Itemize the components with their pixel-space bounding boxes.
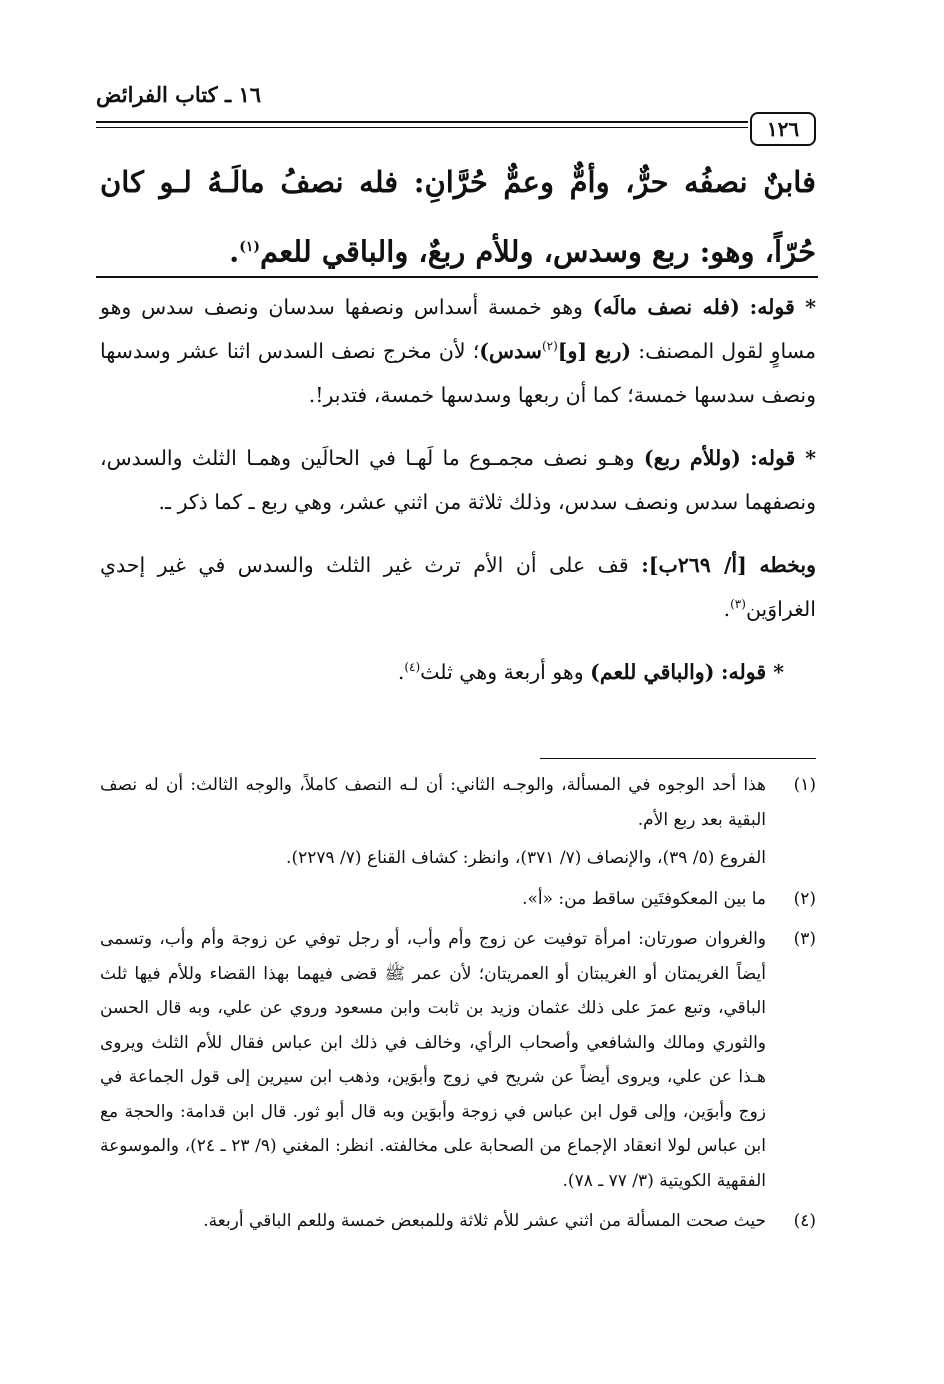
commentary-text: . (723, 597, 731, 621)
footnote-body (100, 922, 766, 1198)
commentary-quote: (والباقي للعم) (590, 660, 715, 684)
footnote-body (100, 768, 766, 876)
footnote-text: حيث صحت المسألة من اثني عشر للأم ثلاثة وللمبعض خمسة وللعم الباقي أربعة. (203, 1211, 766, 1231)
matn-separator (96, 276, 818, 278)
footnote-ref: (٣) (730, 597, 746, 612)
commentary-quote: [أ/ ٢٦٩ب]: (641, 553, 747, 577)
commentary-text: . (397, 660, 405, 684)
commentary-quote: (ربع [و] (557, 339, 632, 363)
footnote-text: هذا أحد الوجوه في المسألة، والوجـه الثاني: أن لـه النصف كاملاً، والوجه الثالث: أن له نصف البقية بعد ربع الأم. (100, 775, 766, 830)
footnote-ref: (٤) (404, 660, 421, 675)
footnote (100, 768, 816, 876)
footnote-number: (٣) (793, 929, 816, 949)
commentary-quote: (وللأم ربع) (643, 446, 741, 470)
commentary-text: قف على أن الأم ترث غير الثلث والسدس في غير إحدي الغراوَين (100, 553, 816, 621)
commentary-quote: (فله نصف مالَه) (592, 295, 740, 319)
header-rule-thin (96, 127, 748, 128)
footnote (100, 1204, 816, 1239)
footnote-body (100, 882, 766, 917)
commentary-paragraph (100, 543, 816, 631)
footnote-number: (٢) (793, 888, 816, 909)
footnote (100, 922, 816, 1198)
commentary-lead: * قوله: (750, 446, 816, 470)
page-number: ١٢٦ (750, 112, 816, 146)
footnote-body (100, 1204, 766, 1239)
commentary-text: وهو أربعة وهي ثلث (420, 660, 591, 684)
chapter-title: ١٦ ـ كتاب الفرائض (96, 82, 261, 107)
commentary-paragraph (100, 650, 816, 694)
commentary-text: وهو خمسة أسداس ونصفها سدسان ونصف سدس وهو مساوٍ لقول المصنف: (100, 295, 816, 363)
footnotes (100, 768, 816, 1245)
footnote-number: (١) (793, 775, 816, 795)
footnote-reference: الفروع (٥/ ٣٩)، والإنصاف (٧/ ٣٧١)، وانظر: كشاف القناع (٧/ ٢٢٧٩). (286, 848, 766, 868)
commentary-text: وهـو نصف مجمـوع ما لَهـا في الحالَين وهمـا الثلث والسدس، ونصفهما سدس ونصف سدس، وذلك ثلاثة من اثني عشر، وهي ربع ـ كما ذكر ـ. (100, 446, 816, 514)
commentary-text: ؛ لأن مخرج نصف السدس اثنا عشر وسدسها ونصف سدسها خمسة؛ كما أن ربعها وسدسها خمسة، فتدبر!. (100, 339, 816, 407)
footnote-text: والغروان صورتان: امرأة توفيت عن زوج وأم وأب، أو رجل توفي عن زوجة وأم وأب، وتسمى أيضاً الغريمتان أو الغريبتان أو العمريتان؛ لأن عمر ﷺ قضى فيهما بهذا القضاء وللأم فيها ثلث الباقي، وتبع عمرَ على ذلك عثمان وزيد بن ثابت وابن مسعود وروي عن علي، وبه قال الحسن والثوري ومالك والشافعي وأصحاب الرأي، وخالف في ذلك ابن عباس فقال للأم الثلث ويروى هـذا عن علي، ويروى أيضاً عن شريح في زوج وأبوَين، وذهب ابن سيرين إلى قول الجماعة في زوج وأبوَين، وإلى قول ابن عباس في زوجة وأبوَين وبه قال أبو ثور. قال ابن قدامة: والحجة مع ابن عباس لولا انعقاد الإجماع من الصحابة على مخالفته. انظر: المغني (٩/ ٢٣ ـ ٢٤)، والموسوعة الفقهية الكويتية (٣/ ٧٧ ـ ٧٨). (100, 929, 766, 1191)
commentary-quote: سدس) (479, 339, 542, 363)
matn-body: فابنٌ نصفُه حرٌّ، وأمٌّ وعمٌّ حُرَّانِ: فله نصفُ مالَـهُ لـو كان حُرّاً، وهو: ربع وسدس، وللأم ربعٌ، والباقي للعم (100, 165, 816, 269)
footnote (100, 882, 816, 917)
footnote-number: (٤) (793, 1211, 816, 1231)
header-rule (96, 121, 748, 123)
commentary (100, 285, 816, 713)
commentary-lead: وبخطه (759, 553, 816, 577)
commentary-lead: * قوله: (720, 660, 784, 684)
commentary-paragraph (100, 436, 816, 524)
matn-end: . (229, 234, 240, 269)
commentary-lead: * قوله: (749, 295, 816, 319)
footnote-ref: (١) (239, 239, 260, 255)
footnote-separator (540, 758, 816, 759)
matn-text (100, 150, 816, 285)
footnote-ref: (٢) (541, 339, 558, 354)
footnote-text: ما بين المعكوفتَين ساقط من: «أ». (522, 888, 766, 909)
commentary-paragraph (100, 285, 816, 417)
